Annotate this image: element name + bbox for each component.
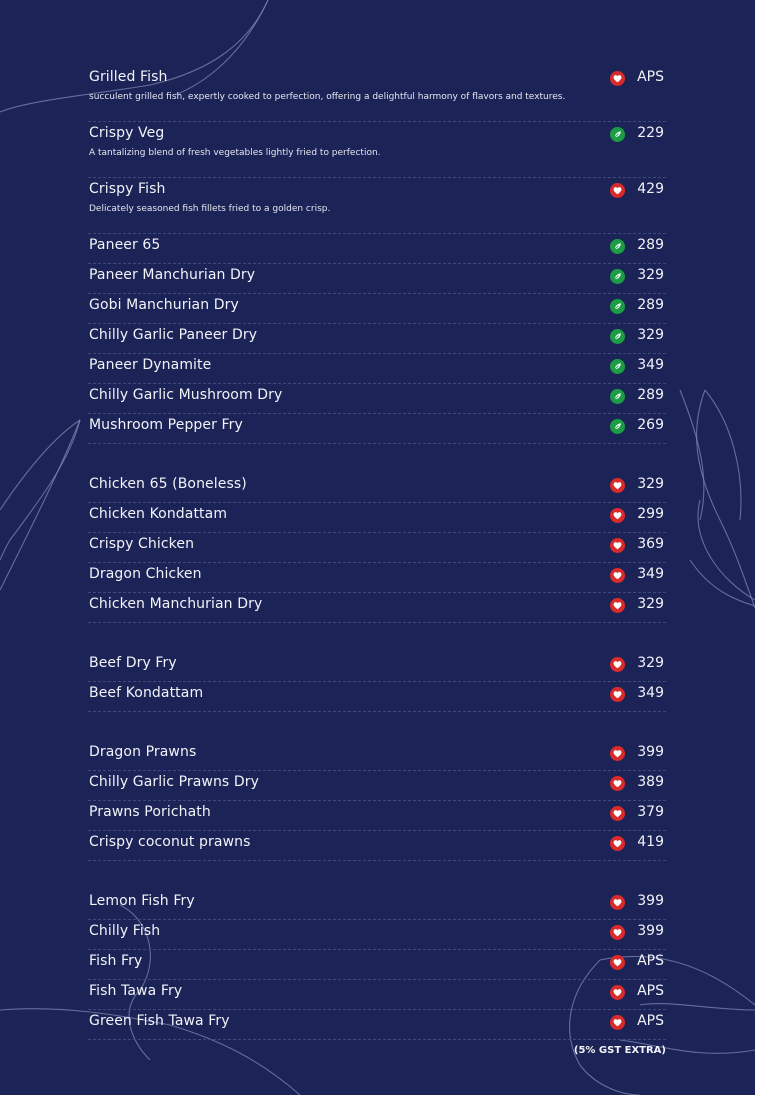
non-veg-heart-icon: [610, 598, 625, 613]
item-name: Crispy Veg: [89, 125, 165, 141]
item-price: 349: [637, 566, 664, 582]
non-veg-heart-icon: [610, 478, 625, 493]
menu-item: [88, 950, 666, 980]
item-name: Beef Kondattam: [89, 685, 204, 701]
item-price: 329: [637, 327, 664, 343]
gst-note: (5% GST EXTRA): [573, 1045, 666, 1056]
item-price: APS: [637, 983, 664, 999]
non-veg-heart-icon: [610, 508, 625, 523]
menu-item: [88, 234, 666, 264]
veg-leaf-icon: [610, 389, 625, 404]
non-veg-heart-icon: [610, 776, 625, 791]
menu-item: [88, 264, 666, 294]
menu-item: [88, 831, 666, 861]
item-price: APS: [637, 953, 664, 969]
item-name: Crispy coconut prawns: [89, 834, 251, 850]
item-name: Fish Fry: [89, 953, 143, 969]
item-price: APS: [637, 1013, 664, 1029]
item-name: Paneer 65: [89, 237, 161, 253]
item-price: 229: [637, 125, 664, 141]
veg-leaf-icon: [610, 239, 625, 254]
menu-item: [88, 324, 666, 354]
item-price: 399: [637, 893, 664, 909]
menu-item: [88, 593, 666, 623]
non-veg-heart-icon: [610, 806, 625, 821]
non-veg-heart-icon: [610, 183, 625, 198]
menu-item: [88, 801, 666, 831]
item-description: Delicately seasoned fish fillets fried to a golden crisp.: [89, 204, 331, 214]
item-name: Gobi Manchurian Dry: [89, 297, 239, 313]
non-veg-heart-icon: [610, 925, 625, 940]
item-name: Crispy Chicken: [89, 536, 195, 552]
item-price: 389: [637, 774, 664, 790]
non-veg-heart-icon: [610, 955, 625, 970]
item-name: Mushroom Pepper Fry: [89, 417, 243, 433]
item-name: Lemon Fish Fry: [89, 893, 195, 909]
non-veg-heart-icon: [610, 568, 625, 583]
item-name: Paneer Dynamite: [89, 357, 212, 373]
item-name: Chilly Garlic Paneer Dry: [89, 327, 258, 343]
non-veg-heart-icon: [610, 1015, 625, 1030]
menu-item: [88, 473, 666, 503]
menu-item: [88, 771, 666, 801]
item-price: 349: [637, 357, 664, 373]
menu-item: [88, 652, 666, 682]
item-name: Paneer Manchurian Dry: [89, 267, 256, 283]
item-price: 329: [637, 655, 664, 671]
item-price: 329: [637, 267, 664, 283]
item-name: Dragon Chicken: [89, 566, 202, 582]
item-price: 329: [637, 476, 664, 492]
non-veg-heart-icon: [610, 657, 625, 672]
item-name: Chicken 65 (Boneless): [89, 476, 247, 492]
veg-leaf-icon: [610, 269, 625, 284]
item-price: 399: [637, 744, 664, 760]
item-price: 429: [637, 181, 664, 197]
menu-item: [88, 384, 666, 414]
item-name: Prawns Porichath: [89, 804, 211, 820]
item-price: 269: [637, 417, 664, 433]
item-price: 399: [637, 923, 664, 939]
menu-item: [88, 890, 666, 920]
item-name: Green Fish Tawa Fry: [89, 1013, 230, 1029]
veg-leaf-icon: [610, 299, 625, 314]
item-price: 299: [637, 506, 664, 522]
menu-item: [88, 533, 666, 563]
item-name: Fish Tawa Fry: [89, 983, 183, 999]
veg-leaf-icon: [610, 419, 625, 434]
item-price: 349: [637, 685, 664, 701]
menu-item: [88, 178, 666, 234]
menu-item: [88, 682, 666, 712]
non-veg-heart-icon: [610, 71, 625, 86]
item-price: 289: [637, 297, 664, 313]
item-name: Grilled Fish: [89, 69, 168, 85]
item-name: Chicken Manchurian Dry: [89, 596, 263, 612]
item-name: Dragon Prawns: [89, 744, 197, 760]
item-name: Chilly Garlic Mushroom Dry: [89, 387, 283, 403]
menu-item: [88, 66, 666, 122]
non-veg-heart-icon: [610, 985, 625, 1000]
item-price: 329: [637, 596, 664, 612]
item-name: Beef Dry Fry: [89, 655, 177, 671]
menu-item: [88, 1010, 666, 1040]
item-price: 289: [637, 387, 664, 403]
menu-item: [88, 980, 666, 1010]
item-price: 419: [637, 834, 664, 850]
menu-item: [88, 122, 666, 178]
menu-item: [88, 294, 666, 324]
menu-item: [88, 920, 666, 950]
menu-item: [88, 354, 666, 384]
non-veg-heart-icon: [610, 746, 625, 761]
item-price: 289: [637, 237, 664, 253]
item-price: 369: [637, 536, 664, 552]
item-description: succulent grilled fish, expertly cooked to perfection, offering a delightful harmony of flavors and textures.: [89, 92, 566, 102]
veg-leaf-icon: [610, 329, 625, 344]
menu-list: [88, 66, 666, 1040]
item-name: Chilly Fish: [89, 923, 161, 939]
item-name: Chilly Garlic Prawns Dry: [89, 774, 259, 790]
menu-item: [88, 414, 666, 444]
item-name: Crispy Fish: [89, 181, 166, 197]
menu-item: [88, 503, 666, 533]
non-veg-heart-icon: [610, 836, 625, 851]
item-price: APS: [637, 69, 664, 85]
menu-item: [88, 563, 666, 593]
non-veg-heart-icon: [610, 687, 625, 702]
non-veg-heart-icon: [610, 538, 625, 553]
item-name: Chicken Kondattam: [89, 506, 228, 522]
veg-leaf-icon: [610, 359, 625, 374]
veg-leaf-icon: [610, 127, 625, 142]
non-veg-heart-icon: [610, 895, 625, 910]
menu-item: [88, 741, 666, 771]
item-description: A tantalizing blend of fresh vegetables lightly fried to perfection.: [89, 148, 381, 158]
item-price: 379: [637, 804, 664, 820]
